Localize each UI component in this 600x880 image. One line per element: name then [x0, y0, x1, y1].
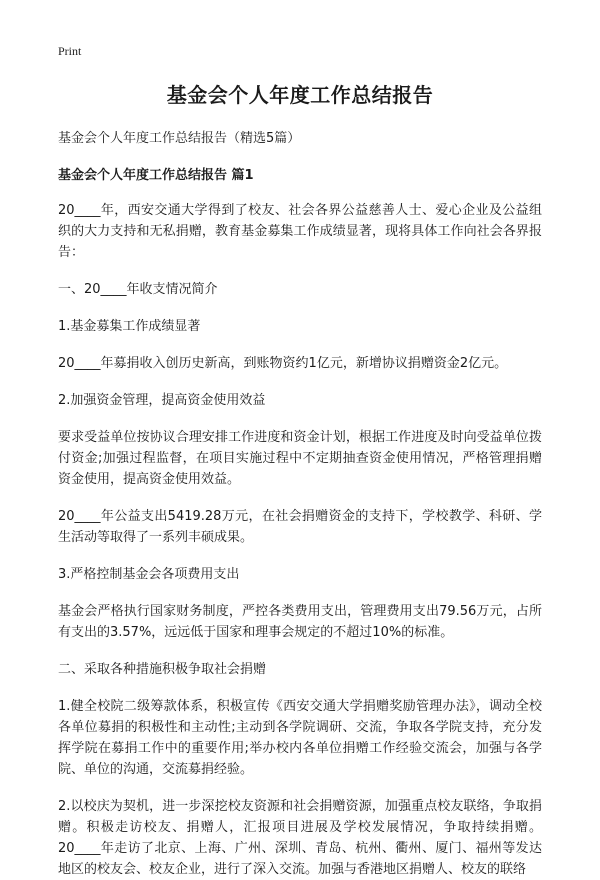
print-label: Print — [58, 44, 82, 58]
section-heading: 基金会个人年度工作总结报告 篇1 — [58, 168, 254, 183]
paragraph-fund-management: 要求受益单位按协议合理安排工作进度和资金计划，根据工作进度及时向受益单位拨付资金;加强过程监督，在项目实施过程中不定期抽查资金使用情况，严格管理捐赠资金使用，提高资金使用效益。 — [58, 430, 542, 487]
document-subtitle: 基金会个人年度工作总结报告（精选5篇） — [58, 131, 301, 146]
heading-income-expense: 一、20____年收支情况简介 — [58, 282, 218, 297]
intro-paragraph: 20____年，西安交通大学得到了校友、社会各界公益慈善人士、爱心企业及公益组织的大力支持和无私捐赠，教育基金募集工作成绩显著，现将具体工作向社会各界报告： — [58, 203, 542, 260]
paragraph-measure-1: 1.健全校院二级筹款体系，积极宣传《西安交通大学捐赠奖励管理办法》，调动全校各单位募捐的积极性和主动性;主动到各学院调研、交流，争取各学院支持，充分发挥学院在募捐工作中的重要作用;举办校内各单位捐赠工作经验交流会，加强与各学院、单位的沟通，交流募捐经验。 — [58, 699, 542, 777]
paragraph-public-welfare: 20____年公益支出5419.28万元，在社会捐赠资金的支持下，学校教学、科研、学生活动等取得了一系列丰硕成果。 — [58, 509, 542, 545]
paragraph-measure-2: 2.以校庆为契机，进一步深挖校友资源和社会捐赠资源，加强重点校友联络，争取捐赠。积极走访校友、捐赠人，汇报项目进展及学校发展情况，争取持续捐赠。20____年走访了北京、上海、广州、深圳、青岛、杭州、衢州、厦门、福州等发达地区的校友会、校友企业，进行了深入交流。加强与香港地区捐赠人、校友的联络 — [58, 799, 542, 877]
subheading-fundraising: 1.基金募集工作成绩显著 — [58, 319, 201, 334]
heading-donation-measures: 二、采取各种措施积极争取社会捐赠 — [58, 662, 267, 677]
paragraph-cost-control: 基金会严格执行国家财务制度，严控各类费用支出，管理费用支出79.56万元，占所有支出的3.57%，远远低于国家和理事会规定的不超过10%的标准。 — [58, 604, 542, 640]
document-title: 基金会个人年度工作总结报告 — [166, 83, 434, 107]
paragraph-fundraising: 20____年募捐收入创历史新高，到账物资约1亿元，新增协议捐赠资金2亿元。 — [58, 356, 508, 371]
subheading-cost-control: 3.严格控制基金会各项费用支出 — [58, 567, 240, 582]
subheading-fund-management: 2.加强资金管理，提高资金使用效益 — [58, 393, 266, 408]
